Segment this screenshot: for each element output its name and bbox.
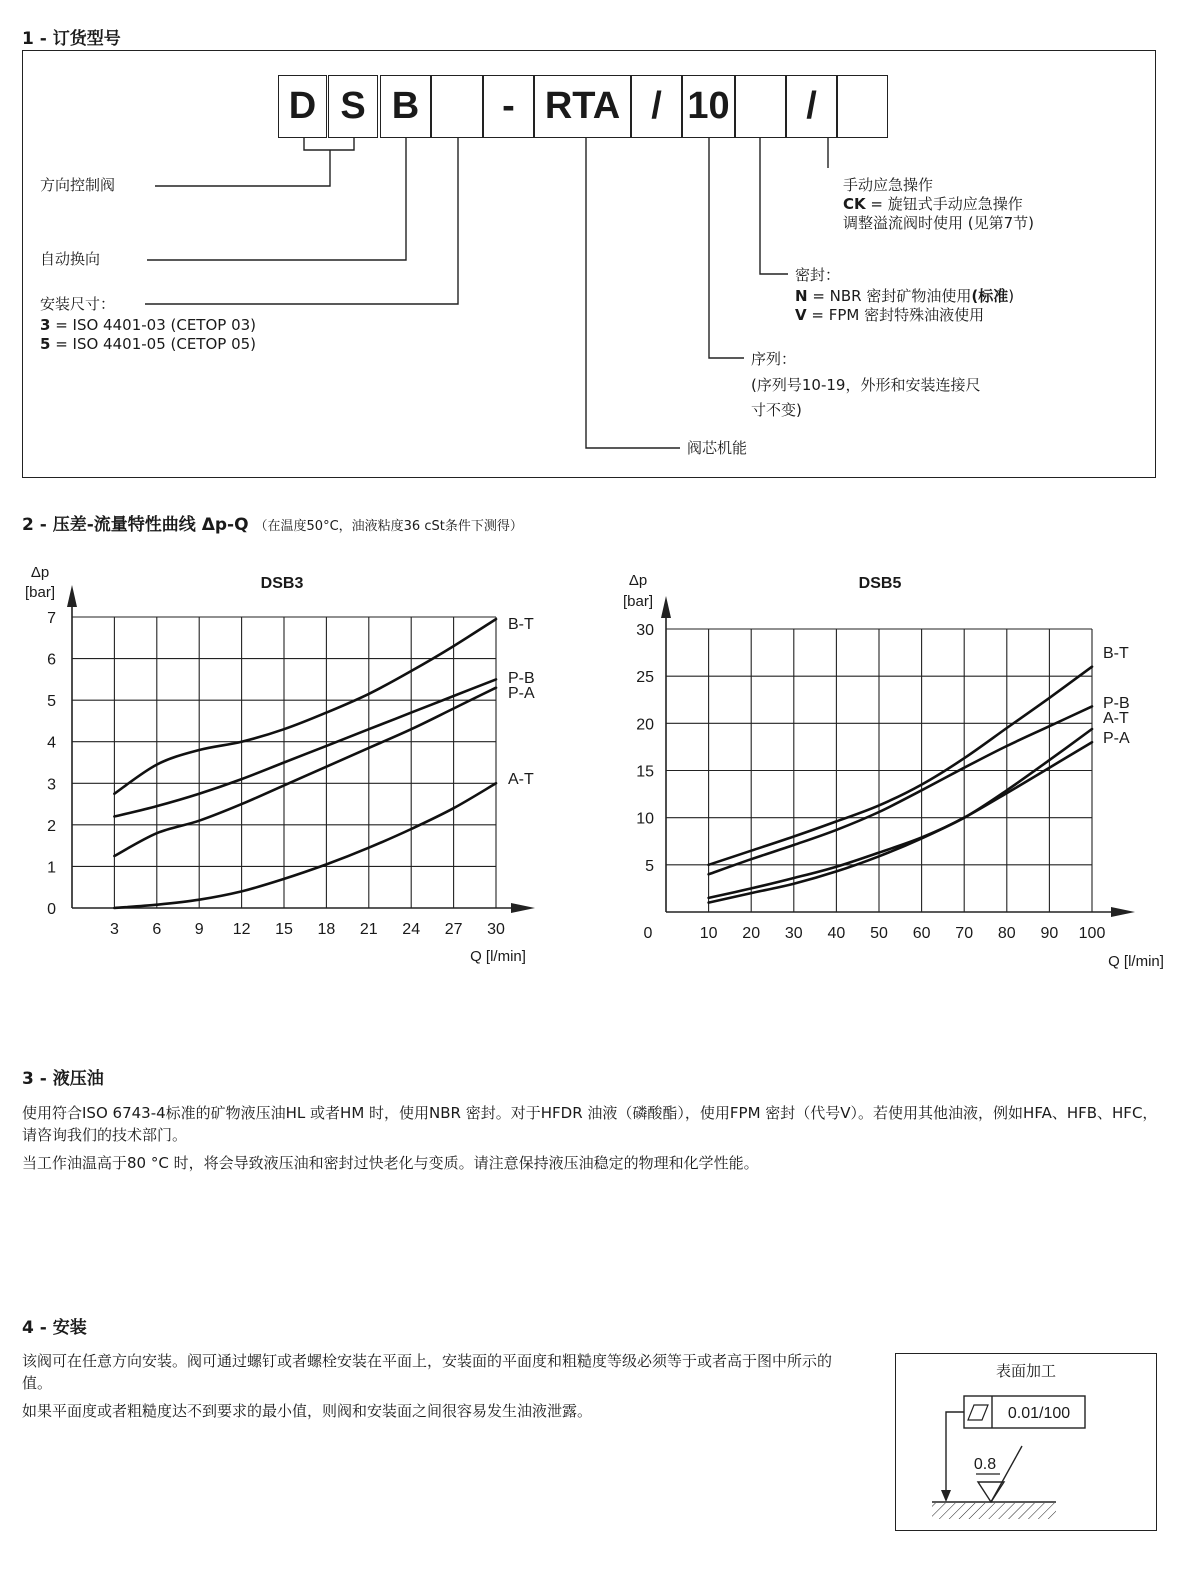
y-tick-label: 7 <box>47 610 56 627</box>
label-directional-valve: 方向控制阀 <box>40 176 116 194</box>
x-tick-label: 6 <box>152 921 162 938</box>
surface-hatch <box>932 1503 1056 1519</box>
x-axis-label: Q [l/min] <box>470 948 526 965</box>
y-tick-label: 0 <box>47 901 56 918</box>
installation-paragraph-1: 该阀可在任意方向安装。阀可通过螺钉或者螺栓安装在平面上，安装面的平面度和粗糙度等级必须等于或者高于图中所示的值。 <box>22 1352 833 1392</box>
surface-finish-title: 表面加工 <box>995 1362 1056 1380</box>
x-tick-label: 3 <box>109 921 119 938</box>
series-label-a-t: A-T <box>1103 710 1129 727</box>
y-axis-label: Δp <box>30 564 50 581</box>
series-label-a-t: A-T <box>508 771 534 788</box>
series-note-line2: 寸不变) <box>751 401 802 419</box>
roughness-value: 0.8 <box>973 1456 997 1473</box>
label-auto-reversing: 自动换向 <box>40 250 101 268</box>
x-tick-label: 27 <box>444 921 463 938</box>
x-tick-label: 10 <box>699 925 718 942</box>
leader-size <box>145 138 458 304</box>
seal-option-n: N = NBR 密封矿物油使用(标准) <box>795 287 1015 305</box>
flatness-icon <box>968 1405 988 1420</box>
chart-dsb3 <box>0 550 600 980</box>
x-tick-label: 18 <box>317 921 336 938</box>
manual-option-ck: CK = 旋钮式手动应急操作 <box>843 195 1023 213</box>
code-box: S <box>328 75 378 138</box>
series-line-b-t <box>114 619 496 794</box>
x-axis-label: Q [l/min] <box>1108 953 1164 970</box>
label-mounting-size: 安装尺寸： <box>40 295 116 313</box>
hydraulic-fluid-paragraph-2: 当工作油温高于80 °C 时，将会导致液压油和密封过快老化与变质。请注意保持液压油稳定的物理和化学性能。 <box>22 1154 759 1172</box>
series-label-b-t: B-T <box>1103 645 1129 662</box>
size-option-3: 3 = ISO 4401-03 (CETOP 03) <box>40 316 257 334</box>
series-label-p-b: P-B <box>508 670 535 687</box>
x-tick-label: 90 <box>1040 925 1059 942</box>
x-tick-label: 50 <box>870 925 888 942</box>
label-seal: 密封： <box>795 266 841 284</box>
y-tick-label: 5 <box>645 857 654 875</box>
chart-title: DSB5 <box>858 575 902 592</box>
series-label-p-a: P-A <box>508 685 535 702</box>
leader-auto <box>147 138 406 260</box>
seal-option-v: V = FPM 密封特殊油液使用 <box>795 306 985 324</box>
y-tick-label: 2 <box>47 817 56 835</box>
x-tick-label: 20 <box>742 925 761 942</box>
leader-series <box>709 138 744 358</box>
chart-dsb5 <box>600 550 1200 980</box>
x-tick-label: 0 <box>643 925 653 942</box>
section2-title: 2 - 压差-流量特性曲线 Δp-Q （在温度50°C，油液粘度36 cSt条件下测得） <box>22 515 523 535</box>
series-label-p-a: P-A <box>1103 730 1130 747</box>
section3-body <box>22 1102 1162 1180</box>
x-tick-label: 24 <box>402 921 421 938</box>
installation-paragraph-2: 如果平面度或者粗糙度达不到要求的最小值，则阀和安装面之间很容易发生油液泄露。 <box>22 1402 593 1420</box>
code-box: 10 <box>682 75 735 138</box>
y-tick-label: 30 <box>636 622 654 639</box>
y-tick-label: 3 <box>47 776 56 794</box>
x-tick-label: 9 <box>194 921 204 938</box>
x-tick-label: 100 <box>1078 925 1106 942</box>
x-axis-arrow <box>1111 907 1135 917</box>
size-option-5: 5 = ISO 4401-05 (CETOP 05) <box>40 335 257 353</box>
code-box: RTA <box>534 75 631 138</box>
hydraulic-fluid-paragraph-1: 使用符合ISO 6743-4标准的矿物液压油HL 或者HM 时，使用NBR 密封。对于HFDR 油液（磷酸酯），使用FPM 密封（代号V）。若使用其他油液，例如HFA、HFB、HFC，请咨询我们的技术部门。 <box>22 1104 1158 1144</box>
x-tick-label: 12 <box>232 921 251 938</box>
x-tick-label: 60 <box>912 925 931 942</box>
series-label-b-t: B-T <box>508 616 534 633</box>
y-tick-label: 25 <box>636 669 654 687</box>
label-manual-override: 手动应急操作 <box>843 176 934 194</box>
section4-title: 4 - 安装 <box>22 1318 87 1338</box>
series-note-line1: (序列号10-19，外形和安装连接尺 <box>751 376 981 394</box>
y-tick-label: 5 <box>47 693 56 711</box>
y-axis-unit: [bar] <box>24 584 56 601</box>
y-axis-arrow <box>67 585 77 607</box>
y-tick-label: 1 <box>47 859 56 877</box>
series-line-b-t <box>709 667 1092 865</box>
code-box: / <box>631 75 682 138</box>
x-tick-label: 70 <box>955 925 974 942</box>
leader-bracket-ds <box>304 138 354 150</box>
series-line-p-a <box>709 742 1092 902</box>
label-spool-function: 阀芯机能 <box>687 439 748 457</box>
y-axis-unit: [bar] <box>622 593 654 610</box>
series-line-p-a <box>114 688 496 856</box>
section3-title: 3 - 液压油 <box>22 1069 104 1089</box>
x-tick-label: 40 <box>827 925 846 942</box>
series-line-a-t <box>709 729 1092 898</box>
y-tick-label: 10 <box>636 810 654 828</box>
x-axis-arrow <box>511 903 535 913</box>
ordering-code-leaders <box>0 0 1200 480</box>
y-tick-label: 4 <box>47 734 56 752</box>
x-tick-label: 21 <box>359 921 378 938</box>
code-box: - <box>483 75 534 138</box>
code-box: D <box>278 75 327 138</box>
x-tick-label: 30 <box>487 921 505 938</box>
leader-spool <box>586 138 680 448</box>
series-label-p-b: P-B <box>1103 695 1130 712</box>
y-tick-label: 6 <box>47 651 56 669</box>
y-axis-arrow <box>661 596 671 618</box>
surface-finish-diagram <box>896 1354 1156 1530</box>
y-axis-label: Δp <box>628 572 648 589</box>
leader-valve <box>155 150 330 186</box>
chart-title: DSB3 <box>260 575 304 592</box>
y-tick-label: 15 <box>636 763 654 781</box>
section1-title: 1 - 订货型号 <box>22 29 121 49</box>
manual-note: 调整溢流阀时使用 (见第7节) <box>843 214 1035 232</box>
label-series: 序列： <box>751 350 797 368</box>
code-box: / <box>786 75 837 138</box>
x-tick-label: 15 <box>275 921 293 938</box>
surface-finish-box <box>895 1353 1157 1531</box>
flatness-value: 0.01/100 <box>1007 1405 1071 1422</box>
leader-seal <box>760 138 788 274</box>
section4-body <box>22 1350 842 1428</box>
y-tick-label: 20 <box>636 716 654 734</box>
x-tick-label: 30 <box>784 925 803 942</box>
code-box: B <box>380 75 431 138</box>
x-tick-label: 80 <box>997 925 1016 942</box>
